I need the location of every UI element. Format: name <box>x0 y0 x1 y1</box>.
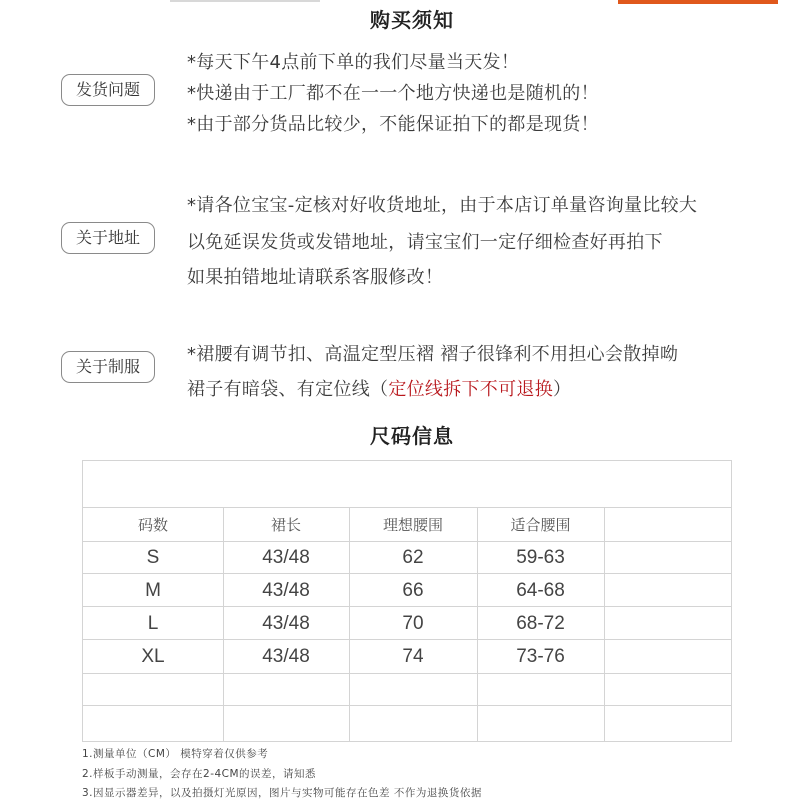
table-rule <box>83 606 731 607</box>
tag-uniform: 关于制服 <box>61 351 155 383</box>
shipping-line-2: *快递由于工厂都不在一一个地方快递也是随机的！ <box>187 83 599 104</box>
shipping-line-3: *由于部分货品比较少，不能保证拍下的都是现货！ <box>187 114 599 135</box>
cell-fit-waist: 64-68 <box>516 580 565 601</box>
table-col-rule <box>604 507 605 742</box>
no-return-warning: 定位线拆下不可退换 <box>388 379 554 400</box>
header-ideal-waist: 理想腰围 <box>382 516 443 534</box>
size-table <box>82 460 732 742</box>
table-rule <box>83 573 731 574</box>
uniform-line-2-text: 裙子有暗袋、有定位线（ <box>187 379 389 400</box>
shipping-line-1: *每天下午4点前下单的我们尽量当天发！ <box>187 52 520 73</box>
table-rule <box>83 673 731 674</box>
top-divider-left <box>170 0 320 2</box>
header-size: 码数 <box>137 516 168 534</box>
cell-length: 43/48 <box>262 547 310 568</box>
size-info-title: 尺码信息 <box>370 424 454 448</box>
cell-size: L <box>147 613 159 634</box>
table-rule <box>83 639 731 640</box>
cell-fit-waist: 73-76 <box>516 646 565 667</box>
cell-ideal-waist: 66 <box>402 580 424 601</box>
cell-ideal-waist: 62 <box>402 547 424 568</box>
table-rule <box>83 507 731 508</box>
table-rule <box>83 705 731 706</box>
uniform-line-2-close: ） <box>553 379 572 400</box>
cell-fit-waist: 59-63 <box>516 547 565 568</box>
note-3: 3.因显示器差异，以及拍摄灯光原因，图片与实物可能存在色差 不作为退换货依据 <box>82 787 482 799</box>
address-line-2: 以免延误发货或发错地址，请宝宝们一定仔细检查好再拍下 <box>187 232 663 253</box>
cell-length: 43/48 <box>262 580 310 601</box>
cell-length: 43/48 <box>262 646 310 667</box>
cell-size: M <box>145 580 161 601</box>
uniform-line-2 <box>187 375 571 401</box>
purchase-notice-title: 购买须知 <box>370 8 454 32</box>
header-fit-waist: 适合腰围 <box>510 516 571 534</box>
uniform-line-1: *裙腰有调节扣、高温定型压褶 褶子很锋利不用担心会散掉呦 <box>187 344 679 365</box>
note-2: 2.样板手动测量，会存在2-4CM的误差，请知悉 <box>82 768 317 780</box>
tag-shipping: 发货问题 <box>61 74 155 106</box>
cell-fit-waist: 68-72 <box>516 613 565 634</box>
cell-size: S <box>146 547 160 568</box>
address-line-3: 如果拍错地址请联系客服修改！ <box>187 267 444 288</box>
cell-ideal-waist: 70 <box>402 613 424 634</box>
cell-ideal-waist: 74 <box>402 646 424 667</box>
tag-address: 关于地址 <box>61 222 155 254</box>
note-1: 1.测量单位（CM） 模特穿着仅供参考 <box>82 748 269 760</box>
cell-length: 43/48 <box>262 613 310 634</box>
address-line-1: *请各位宝宝-定核对好收货地址，由于本店订单量咨询量比较大 <box>187 195 698 216</box>
table-rule <box>83 541 731 542</box>
header-length: 裙长 <box>270 516 301 534</box>
cell-size: XL <box>141 646 165 667</box>
